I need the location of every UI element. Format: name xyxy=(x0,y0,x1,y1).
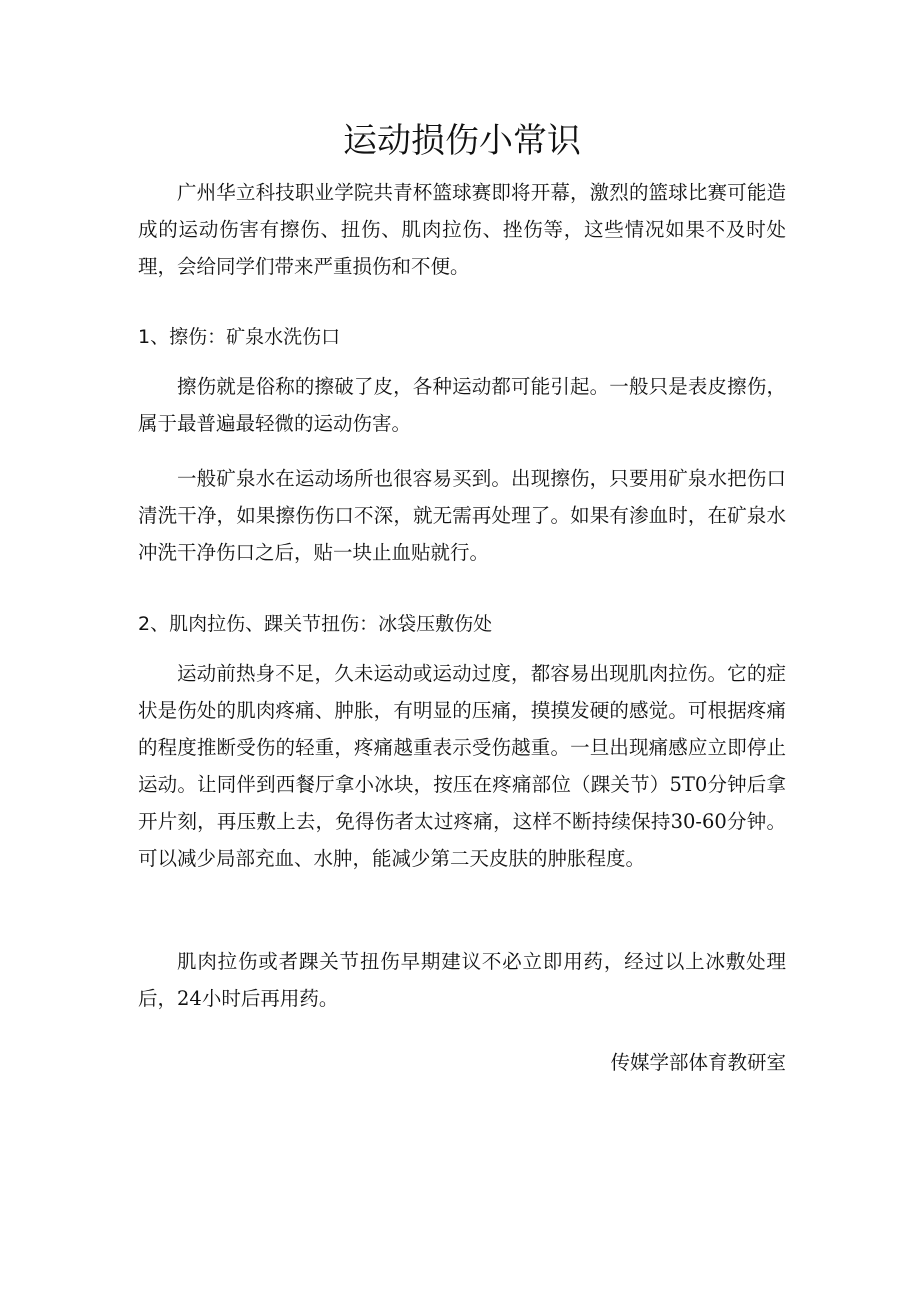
section-2-paragraph-1: 运动前热身不足，久未运动或运动过度，都容易出现肌肉拉伤。它的症状是伤处的肌肉疼痛、肿胀，有明显的压痛，摸摸发硬的感觉。可根据疼痛的程度推断受伤的轻重，疼痛越重表示受伤越重。一旦出现痛感应立即停止运动。让同伴到西餐厅拿小冰块，按压在疼痛部位（踝关节）5T0分钟后拿开片刻，再压敷上去，免得伤者太过疼痛，这样不断持续保持30-60分钟。可以减少局部充血、水肿，能减少第二天皮肤的肿胀程度。 xyxy=(138,662,786,870)
intro-paragraph: 广州华立科技职业学院共青杯篮球赛即将开幕，激烈的篮球比赛可能造成的运动伤害有擦伤、扭伤、肌肉拉伤、挫伤等，这些情况如果不及时处理，会给同学们带来严重损伤和不便。 xyxy=(138,181,786,278)
section-2-paragraph-2: 肌肉拉伤或者踝关节扭伤早期建议不必立即用药，经过以上冰敷处理后，24小时后再用药。 xyxy=(138,950,786,1010)
section-1-paragraph-1: 擦伤就是俗称的擦破了皮，各种运动都可能引起。一般只是表皮擦伤，属于最普遍最轻微的运动伤害。 xyxy=(138,375,786,435)
section-1-paragraph-2: 一般矿泉水在运动场所也很容易买到。出现擦伤，只要用矿泉水把伤口清洗干净，如果擦伤伤口不深，就无需再处理了。如果有渗血时，在矿泉水冲洗干净伤口之后，贴一块止血贴就行。 xyxy=(138,467,786,564)
section-2-heading: 2、肌肉拉伤、踝关节扭伤：冰袋压敷伤处 xyxy=(138,613,493,635)
section-1-heading: 1、擦伤：矿泉水洗伤口 xyxy=(138,326,341,348)
document-title: 运动损伤小常识 xyxy=(343,121,581,161)
signature: 传媒学部体育教研室 xyxy=(610,1051,786,1074)
